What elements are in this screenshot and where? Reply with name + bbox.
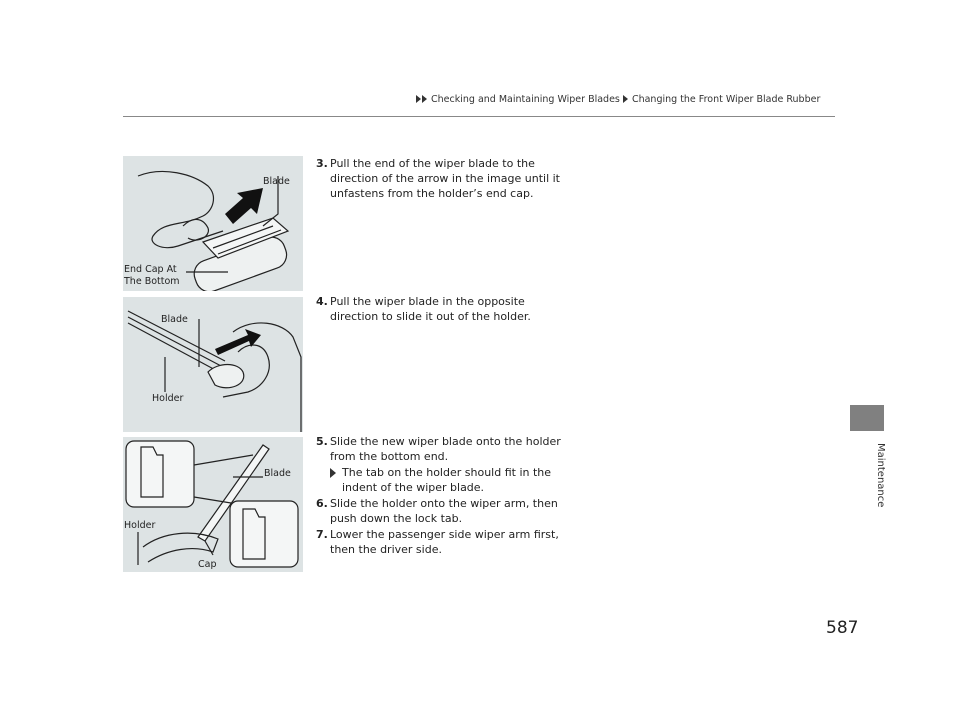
page-number: 587 bbox=[826, 618, 859, 638]
step-number: 4. bbox=[316, 295, 328, 308]
step-text: Slide the holder onto the wiper arm, then push down the lock tab. bbox=[330, 497, 558, 525]
step-4 bbox=[316, 294, 566, 324]
figure-slide-out-blade bbox=[123, 297, 303, 432]
figure-label-blade: Blade bbox=[264, 468, 291, 479]
sub-note-text: The tab on the holder should fit in the indent of the wiper blade. bbox=[342, 466, 552, 494]
figure-label-end-cap-2: The Bottom bbox=[124, 276, 180, 287]
figure-install-blade bbox=[123, 437, 303, 572]
breadcrumb-item[interactable]: Changing the Front Wiper Blade Rubber bbox=[631, 94, 821, 105]
step-3 bbox=[316, 156, 566, 201]
figure-label-holder: Holder bbox=[152, 393, 184, 404]
figure-label-blade: Blade bbox=[263, 176, 290, 187]
step-number: 3. bbox=[316, 157, 328, 170]
figure-3-illustration bbox=[123, 437, 303, 572]
step-number: 6. bbox=[316, 497, 328, 510]
step-text: Slide the new wiper blade onto the holder from the bottom end. bbox=[330, 435, 561, 463]
section-tab-marker bbox=[850, 405, 884, 431]
figure-label-cap: Cap bbox=[198, 559, 217, 570]
figure-label-holder: Holder bbox=[124, 520, 156, 531]
step-text: Lower the passenger side wiper arm first, then the driver side. bbox=[330, 528, 559, 556]
step-text: Pull the end of the wiper blade to the direction of the arrow in the image until it unfastens from the holder’s end cap. bbox=[330, 157, 560, 200]
section-tab-label: Maintenance bbox=[875, 442, 886, 508]
figure-label-blade: Blade bbox=[161, 314, 188, 325]
step-6 bbox=[316, 496, 566, 526]
figure-label-end-cap-1: End Cap At bbox=[124, 264, 177, 275]
step-number: 7. bbox=[316, 528, 328, 541]
header-rule bbox=[123, 116, 835, 117]
breadcrumb-item[interactable]: Checking and Maintaining Wiper Blades bbox=[431, 94, 620, 105]
breadcrumb-arrow-icon bbox=[623, 95, 628, 103]
note-arrow-icon bbox=[330, 468, 336, 478]
step-number: 5. bbox=[316, 435, 328, 448]
breadcrumb-arrow-icon bbox=[422, 95, 427, 103]
step-text: Pull the wiper blade in the opposite direction to slide it out of the holder. bbox=[330, 295, 531, 323]
figure-unfasten-blade bbox=[123, 156, 303, 291]
figure-2-illustration bbox=[123, 297, 303, 432]
step-5 bbox=[316, 434, 566, 464]
breadcrumb-arrow-icon bbox=[416, 95, 421, 103]
step-7 bbox=[316, 527, 566, 557]
breadcrumb bbox=[416, 94, 820, 105]
sub-note bbox=[330, 465, 566, 495]
